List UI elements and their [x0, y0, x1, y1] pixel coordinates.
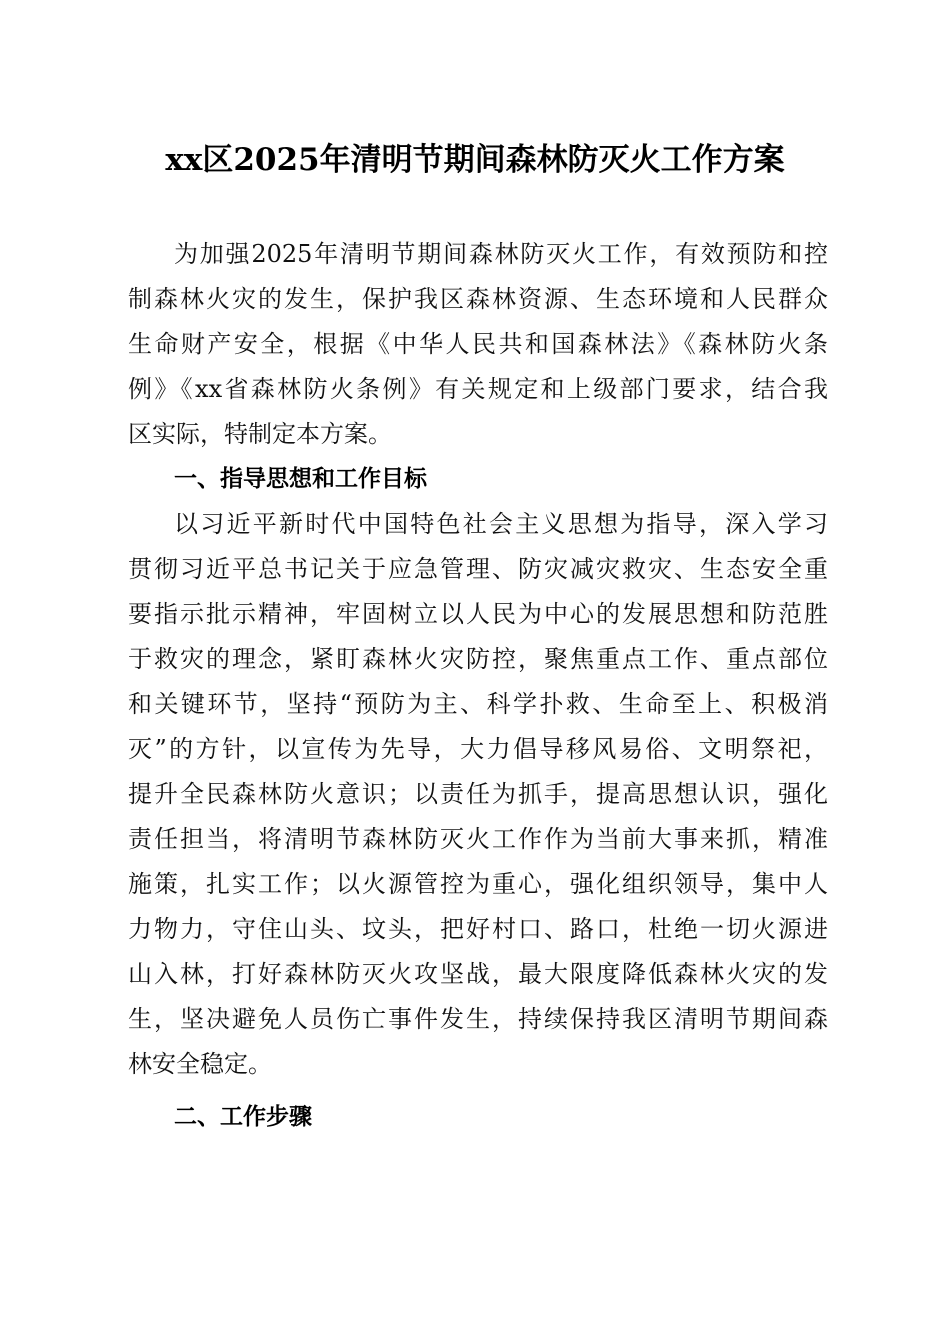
text-line: 提升全民森林防火意识；以责任为抓手，提高思想认识，强化 — [128, 780, 828, 808]
text-line: 贯彻习近平总书记关于应急管理、防灾减灾救灾、生态安全重 — [128, 555, 828, 583]
document-title: xx区2025年清明节期间森林防灭火工作方案 — [165, 142, 785, 178]
text-line: 生，坚决避免人员伤亡事件发生，持续保持我区清明节期间森 — [128, 1005, 828, 1033]
text-line: 灭”的方针，以宣传为先导，大力倡导移风易俗、文明祭祀， — [128, 735, 828, 763]
text-line: 以习近平新时代中国特色社会主义思想为指导，深入学习 — [174, 510, 828, 538]
section1-paragraph — [128, 502, 828, 1087]
text-line: 区实际，特制定本方案。 — [128, 420, 392, 448]
text-line: 为加强2025年清明节期间森林防灭火工作，有效预防和控 — [174, 240, 828, 268]
text-line: 力物力，守住山头、坟头，把好村口、路口，杜绝一切火源进 — [128, 915, 828, 943]
intro-paragraph — [128, 232, 828, 457]
text-line: 例》《xx省森林防火条例》有关规定和上级部门要求，结合我 — [128, 375, 828, 403]
document-body — [128, 232, 828, 1140]
text-line: 责任担当，将清明节森林防灭火工作作为当前大事来抓，精准 — [128, 825, 828, 853]
section-heading-1: 一、指导思想和工作目标 — [174, 466, 427, 492]
text-line: 生命财产安全，根据《中华人民共和国森林法》《森林防火条 — [128, 330, 828, 358]
text-line: 要指示批示精神，牢固树立以人民为中心的发展思想和防范胜 — [128, 600, 828, 628]
section-spacer — [128, 1087, 828, 1095]
text-line: 于救灾的理念，紧盯森林火灾防控，聚焦重点工作、重点部位 — [128, 645, 828, 673]
text-line: 山入林，打好森林防灭火攻坚战，最大限度降低森林火灾的发 — [128, 960, 828, 988]
text-line: 施策，扎实工作；以火源管控为重心，强化组织领导，集中人 — [128, 870, 828, 898]
text-line: 和关键环节，坚持“预防为主、科学扑救、生命至上、积极消 — [128, 690, 828, 718]
text-line: 林安全稳定。 — [128, 1050, 272, 1078]
section-heading-2: 二、工作步骤 — [174, 1104, 312, 1130]
text-line: 制森林火灾的发生，保护我区森林资源、生态环境和人民群众 — [128, 285, 828, 313]
